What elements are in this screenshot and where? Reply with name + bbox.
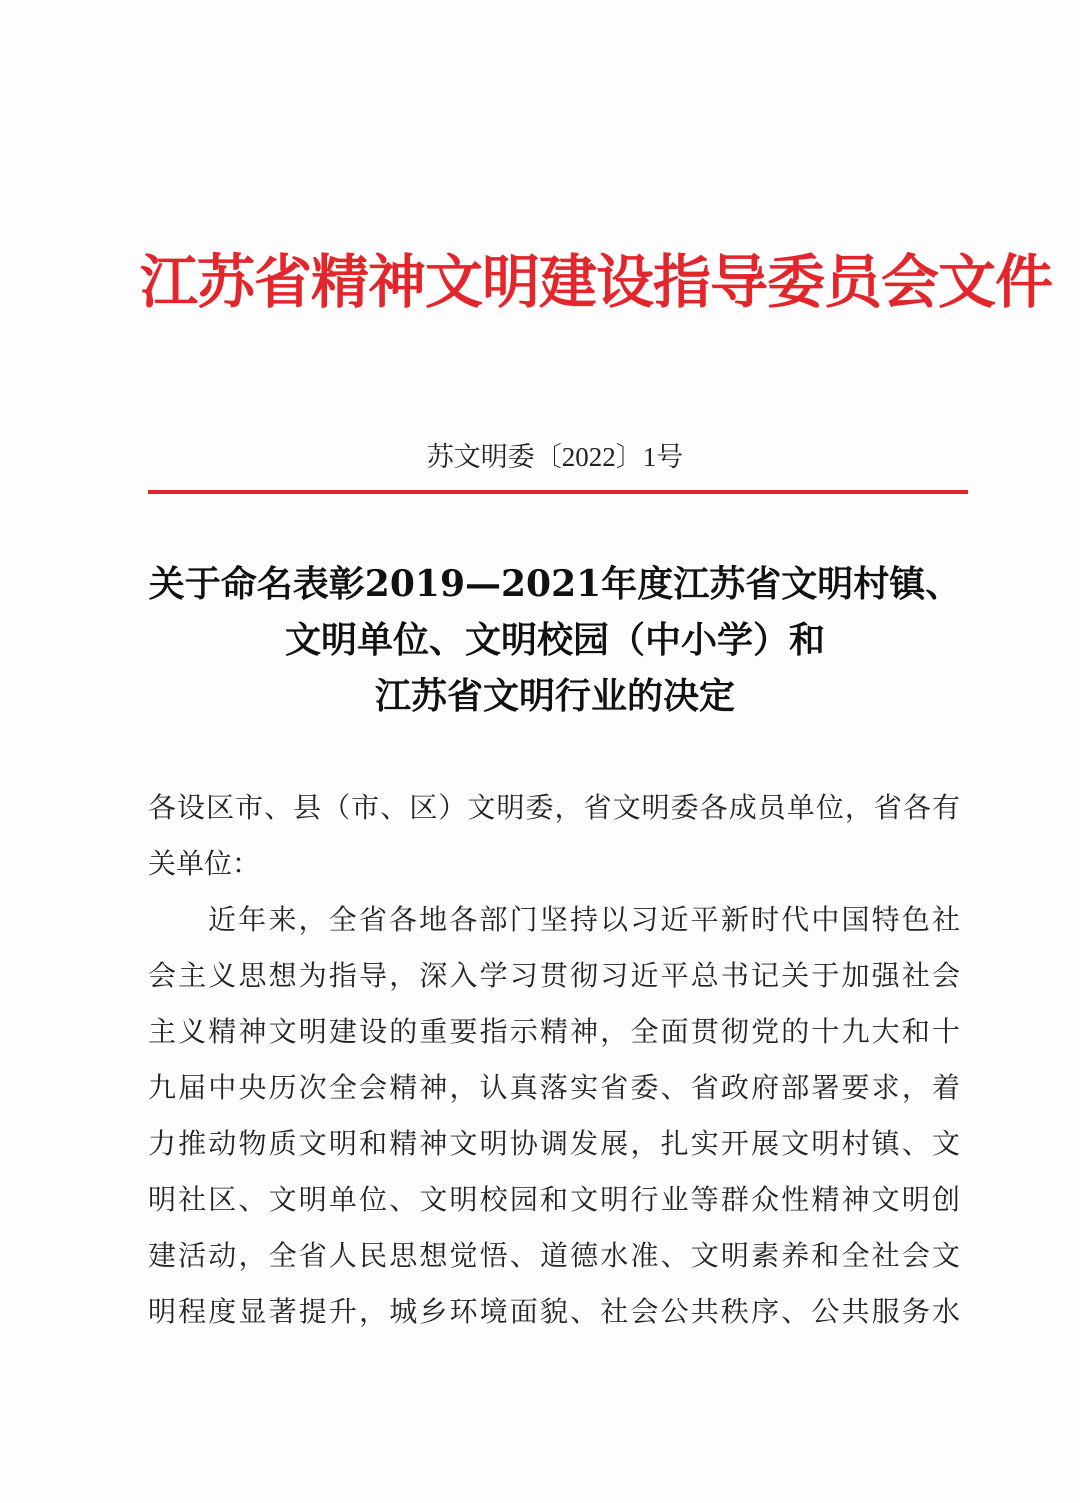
paragraph-line: 明程度显著提升，城乡环境面貌、社会公共秩序、公共服务水 (148, 1295, 960, 1328)
document-title (140, 556, 970, 724)
paragraph-line: 九届中央历次全会精神，认真落实省委、省政府部署要求，着 (148, 1071, 960, 1104)
red-divider (148, 490, 968, 494)
paragraph-line: 建活动，全省人民思想觉悟、道德水准、文明素养和全社会文 (148, 1239, 960, 1272)
paragraph-line: 会主义思想为指导，深入学习贯彻习近平总书记关于加强社会 (148, 959, 960, 992)
document-number: 苏文明委〔2022〕1号 (426, 442, 684, 472)
salutation-line: 各设区市、县（市、区）文明委，省文明委各成员单位，省各有 (148, 791, 960, 824)
issuer-header: 江苏省精神文明建设指导委员会文件 (140, 248, 1053, 316)
paragraph-line: 近年来，全省各地各部门坚持以习近平新时代中国特色社 (208, 903, 960, 936)
title-line: 关于命名表彰2019—2021年度江苏省文明村镇、 (148, 563, 962, 605)
paragraph-line: 力推动物质文明和精神文明协调发展，扎实开展文明村镇、文 (148, 1127, 960, 1160)
paragraph-line: 主义精神文明建设的重要指示精神，全面贯彻党的十九大和十 (148, 1015, 960, 1048)
salutation-line: 关单位： (148, 847, 261, 880)
title-line: 江苏省文明行业的决定 (374, 675, 735, 717)
title-line: 文明单位、文明校园（中小学）和 (284, 619, 825, 661)
paragraph-line: 明社区、文明单位、文明校园和文明行业等群众性精神文明创 (148, 1183, 960, 1216)
document-body (148, 780, 960, 1340)
